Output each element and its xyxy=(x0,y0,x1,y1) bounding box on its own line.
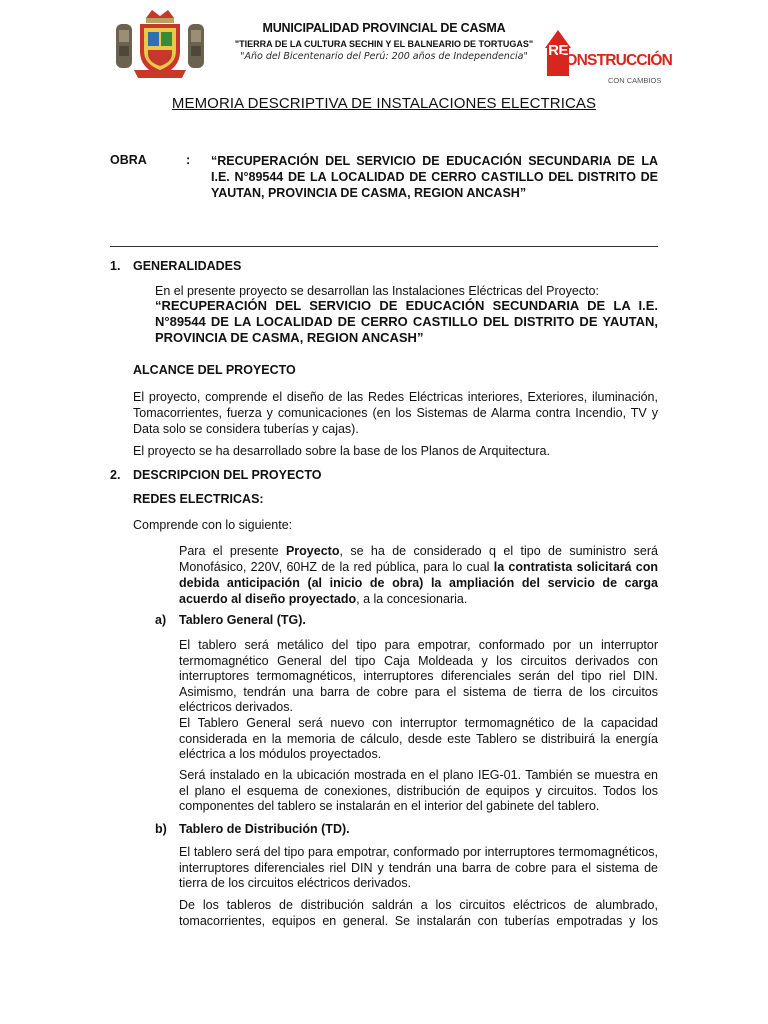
redes-heading: REDES ELECTRICAS: xyxy=(133,492,264,506)
suministro-text-2: , se ha de considerado q el tipo de suministro será Monofásico, 220V, 60HZ de la red pública, para lo cual xyxy=(179,544,659,574)
header-motto: "Año del Bicentenario del Perú: 200 años de Independencia" xyxy=(240,51,528,62)
suministro-text-1: Para el presente xyxy=(179,544,286,558)
tablero-general-paragraph-2: El Tablero General será nuevo con interruptor termomagnético de la capacidad considerada en la memoria de cálculo, desde este Tablero se distribuirá la energía eléctrica a los módulos proyectados. xyxy=(179,716,658,761)
suministro-proyecto: Proyecto xyxy=(285,544,340,558)
section-1-heading: GENERALIDADES xyxy=(133,259,242,273)
reconstruccion-logo xyxy=(542,22,672,90)
item-a-heading: Tablero General (TG). xyxy=(179,613,306,627)
section-2-heading: DESCRIPCION DEL PROYECTO xyxy=(133,468,322,482)
section-1-number: 1. xyxy=(110,259,121,273)
header-subtitle: "TIERRA DE LA CULTURA SECHIN Y EL BALNEARIO DE TORTUGAS" xyxy=(234,39,534,49)
document-title: MEMORIA DESCRIPTIVA DE INSTALACIONES ELECTRICAS xyxy=(171,95,597,112)
suministro-contratista: la contratista solicitará con debida anticipación (al inicio de obra) la ampliación del servicio de carga acuerdo al diseño proyectado xyxy=(179,560,659,606)
alcance-paragraph-2: El proyecto se ha desarrollado sobre la base de los Planos de Arquitectura. xyxy=(133,444,550,458)
generalidades-project: “RECUPERACIÓN DEL SERVICIO DE EDUCACIÓN SECUNDARIA DE LA I.E. N°89544 DE LA LOCALIDAD DE CERRO CASTILLO DEL DISTRITO DE YAUTAN, PROVINCIA DE CASMA, REGION ANCASH” xyxy=(155,298,658,345)
logo-sub-text: CON CAMBIOS xyxy=(608,76,662,85)
section-2-number: 2. xyxy=(110,468,121,482)
comprende-text: Comprende con lo siguiente: xyxy=(133,518,293,532)
item-b-heading: Tablero de Distribución (TD). xyxy=(179,822,350,836)
tablero-general-paragraph-3: Será instalado en la ubicación mostrada en el plano IEG-01. También se muestra en el plano el esquema de conexiones, distribución de equipos y circuitos. Todos los componentes del tablero se instalarán en el interior del gabinete del tablero. xyxy=(179,768,658,813)
logo-main-text: CONSTRUCCIÓN xyxy=(555,52,672,69)
obra-label: OBRA xyxy=(110,153,147,167)
suministro-text-3: , a la concesionaria. xyxy=(356,592,468,606)
generalidades-intro: En el presente proyecto se desarrollan las Instalaciones Eléctricas del Proyecto: xyxy=(155,284,599,298)
suministro-paragraph xyxy=(179,543,658,607)
logo-re-text: RE xyxy=(548,42,568,59)
alcance-heading: ALCANCE DEL PROYECTO xyxy=(133,363,296,377)
header-org: MUNICIPALIDAD PROVINCIAL DE CASMA xyxy=(262,21,506,35)
tablero-distribucion-paragraph-1: El tablero será del tipo para empotrar, conformado por interruptores termomagnéticos, interruptores diferenciales riel DIN y tendrán una barra de cobre para el sistema de tierra de los circuitos eléctricos derivados. xyxy=(179,845,658,890)
obra-text: “RECUPERACIÓN DEL SERVICIO DE EDUCACIÓN SECUNDARIA DE LA I.E. N°89544 DE LA LOCALIDAD DE CERRO CASTILLO DEL DISTRITO DE YAUTAN, PROVINCIA DE CASMA, REGION ANCASH” xyxy=(211,154,658,200)
section-divider xyxy=(110,246,658,247)
tablero-general-paragraph-1: El tablero será metálico del tipo para empotrar, conformado por un interruptor termomagnético General del tipo Caja Moldeada y los circuitos derivados con interruptores termomagnéticos, interruptores diferenciales serán del tipo riel DIN. Asimismo, tendrán una barra de cobre para el sistema de tierra de los circuitos eléctricos derivados. xyxy=(179,638,658,714)
obra-colon: : xyxy=(186,153,191,167)
item-b-label: b) xyxy=(155,822,167,836)
alcance-paragraph-1: El proyecto, comprende el diseño de las Redes Eléctricas interiores, Exteriores, iluminación, Tomacorrientes, fuerza y comunicaciones (en los Sistemas de Alarma contra Incendio, TV y Data solo se considera tuberías y cajas). xyxy=(133,390,658,436)
tablero-distribucion-paragraph-2: De los tableros de distribución saldrán a los circuitos eléctricos de alumbrado, tomacorrientes, equipos en general. Se instalarán con tuberías empotradas y los xyxy=(179,898,658,928)
item-a-label: a) xyxy=(155,613,167,627)
